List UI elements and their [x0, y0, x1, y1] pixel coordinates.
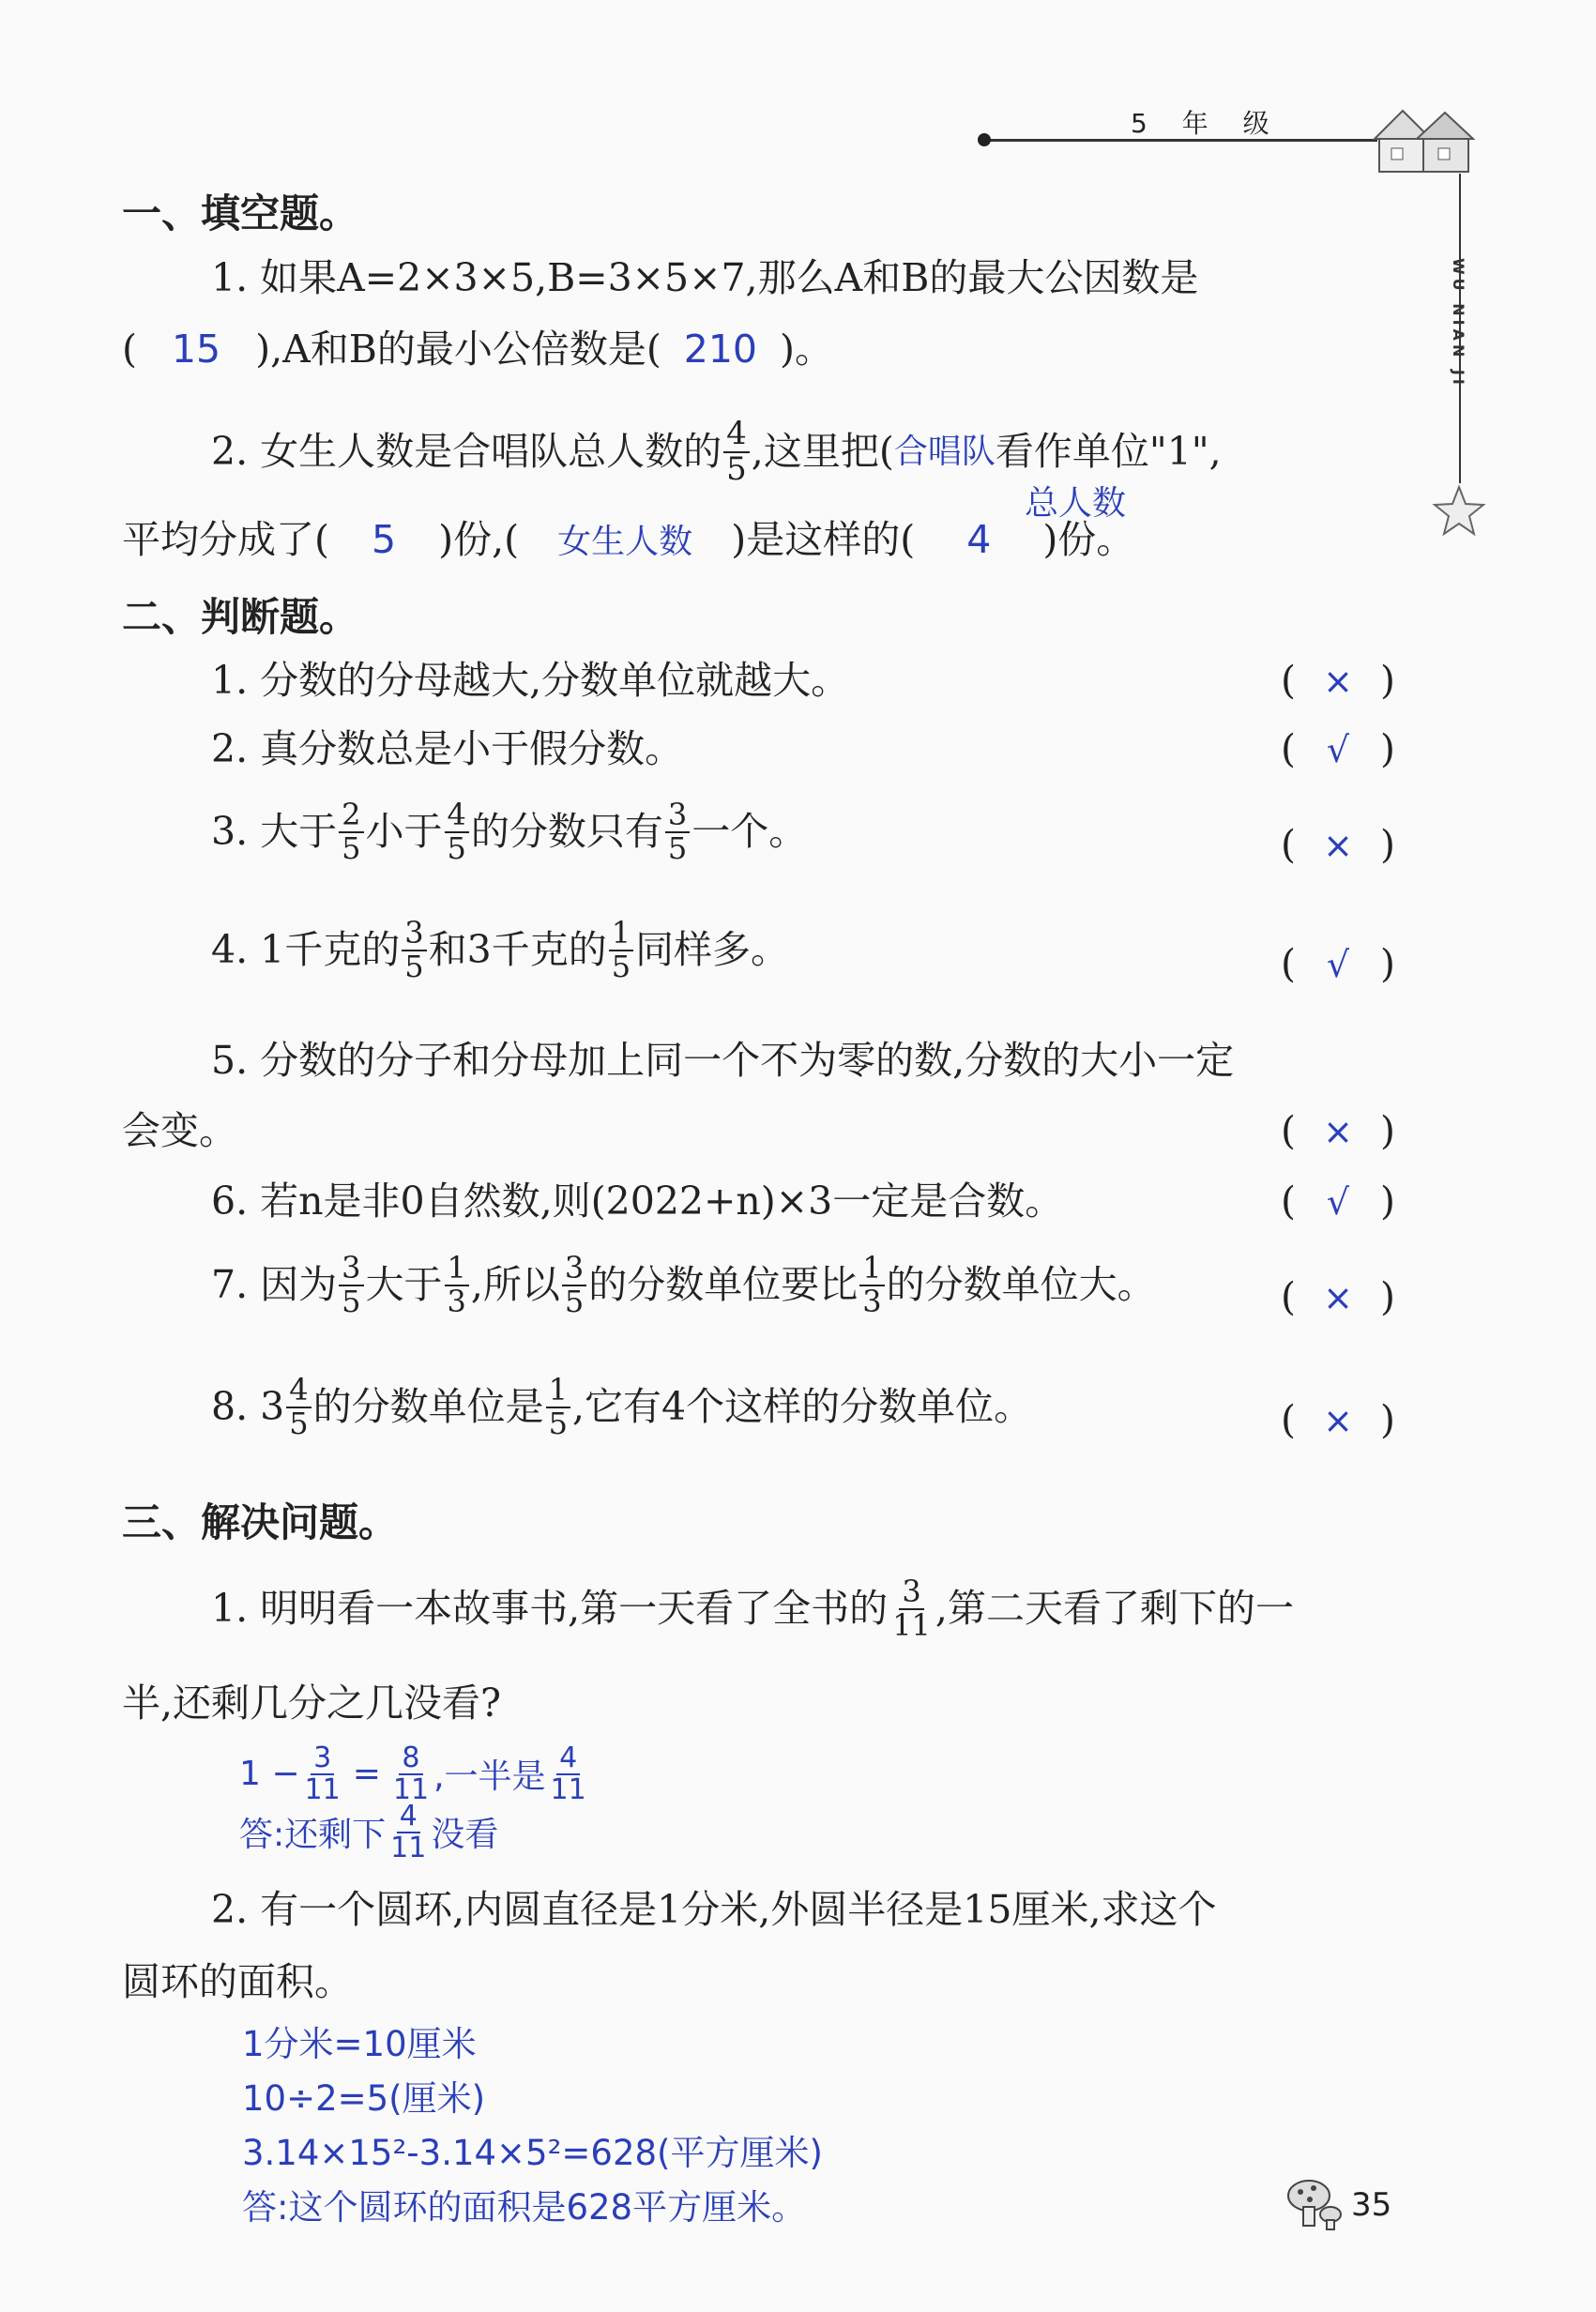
page-number: 35 — [1351, 2186, 1392, 2224]
answer-lcm: 210 — [683, 327, 758, 372]
star-icon — [1431, 483, 1487, 540]
answer-gcd: 15 — [171, 327, 221, 372]
judge-mark-6: ( √ ) — [1281, 1179, 1395, 1224]
s1-q1-line1: 1. 如果A=2×3×5,B=3×5×7,那么A和B的最大公因数是 — [211, 255, 1199, 300]
answer-unit: 合唱队 — [893, 432, 996, 471]
judge-mark-7: ( × ) — [1281, 1274, 1395, 1319]
judge-item-5-line2: 会变。 — [122, 1108, 237, 1153]
house-icon — [1365, 101, 1478, 176]
s3-q1-answer-2: 答:还剩下 $\frac{4}{11}$ 没看 — [239, 1800, 499, 1864]
judge-mark-1: ( × ) — [1281, 658, 1395, 703]
answer-line: 3.14×15²-3.14×5²=628(平方厘米) — [242, 2133, 823, 2173]
judge-item-4: 4. 1千克的 $\frac{3}{5}$ 和3千克的 $\frac{1}{5}$ 同样多。 — [211, 915, 790, 984]
answer-line: 10÷2=5(厘米) — [242, 2078, 486, 2119]
judge-mark-3: ( × ) — [1281, 822, 1395, 867]
section-1-title: 一、填空题。 — [122, 190, 359, 236]
side-text: WU NIAN JI — [1450, 258, 1467, 388]
judge-item-2: 2. 真分数总是小于假分数。 — [211, 726, 684, 771]
judge-item-1: 1. 分数的分母越大,分数单位就越大。 — [211, 658, 850, 703]
section-2-title: 二、判断题。 — [122, 594, 359, 640]
s3-q1-answer-1: 1 − $\frac{3}{11}$ = $\frac{8}{11}$ ,一半是 $\frac{4}{11}$ — [239, 1742, 586, 1806]
s3-q2-answers — [242, 2017, 823, 2235]
judge-item-6: 6. 若n是非0自然数,则(2022+n)×3一定是合数。 — [211, 1179, 1064, 1224]
section-3-title: 三、解决问题。 — [122, 1499, 399, 1545]
judge-mark-4: ( √ ) — [1281, 941, 1395, 986]
judge-item-3: 3. 大于 $\frac{2}{5}$ 小于 $\frac{4}{5}$ 的分数只有 $\frac{3}{5}$ 一个。 — [211, 797, 808, 866]
answer-line: 答:这个圆环的面积是628平方厘米。 — [242, 2187, 807, 2228]
s1-q1-line2: ( 15 ),A和B的最小公倍数是( 210 )。 — [122, 327, 833, 372]
judge-item-7: 7. 因为 $\frac{3}{5}$ 大于 $\frac{1}{3}$ ,所以 $\frac{3}{5}$ 的分数单位要比 $\frac{1}{3}$ 的分数单位大。 — [211, 1250, 1156, 1319]
s1-q2-line1: 2. 女生人数是合唱队总人数的 $\frac{4}{5}$ ,这里把( 合唱队 看作单位"1", — [211, 415, 1222, 488]
s1-q2-line2: 平均分成了( 5 )份,( 女生人数 )是这样的( 4 )份。 — [122, 517, 1135, 562]
judge-item-5: 5. 分数的分子和分母加上同一个不为零的数,分数的大小一定 — [211, 1038, 1235, 1083]
judge-mark-8: ( × ) — [1281, 1397, 1395, 1442]
s3-q2-line2: 圆环的面积。 — [122, 1959, 353, 2004]
grade-label: 5 年 级 — [1131, 108, 1283, 139]
mushroom-icon — [1285, 2175, 1344, 2233]
s3-q1-line2: 半,还剩几分之几没看? — [122, 1681, 502, 1726]
answer-line: 1分米=10厘米 — [242, 2024, 477, 2064]
s3-q1-line1: 1. 明明看一本故事书,第一天看了全书的 $\frac{3}{11}$ ,第二天看了剩下的一 — [211, 1574, 1294, 1643]
judge-mark-5: ( × ) — [1281, 1108, 1395, 1153]
judge-mark-2: ( √ ) — [1281, 726, 1395, 771]
judge-item-8: 8. 3 $\frac{4}{5}$ 的分数单位是 $\frac{1}{5}$ ,它有4个这样的分数单位。 — [211, 1372, 1033, 1441]
s3-q2-line1: 2. 有一个圆环,内圆直径是1分米,外圆半径是15厘米,求这个 — [211, 1887, 1217, 1932]
fraction: $\frac{4}{5}$ — [723, 418, 750, 486]
header-dot — [978, 133, 991, 146]
answer-unit-line2: 总人数 — [1025, 484, 1127, 523]
